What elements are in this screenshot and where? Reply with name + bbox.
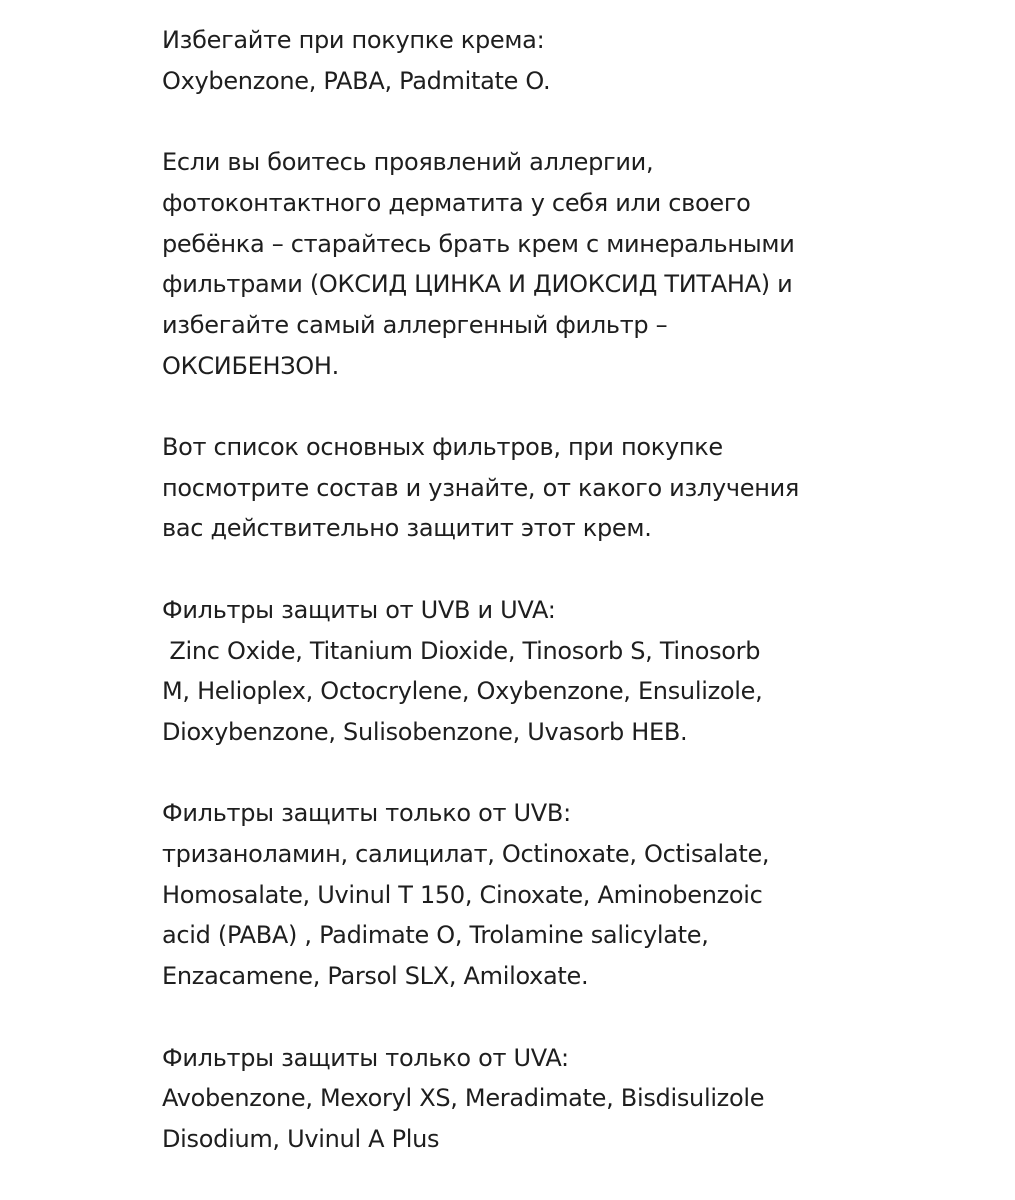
text-line: Избегайте при покупке крема: (162, 26, 545, 54)
text-line: Если вы боитесь проявлений аллергии, (162, 148, 654, 177)
paragraph-avoid (162, 20, 962, 101)
text-line: фильтрами (ОКСИД ЦИНКА И ДИОКСИД ТИТАНА) и (162, 270, 793, 299)
text-line: M, Helioplex, Octocrylene, Oxybenzone, Ensulizole, (162, 677, 763, 706)
text-line: Oxybenzone, PABA, Padmitate O. (162, 66, 551, 95)
text-line: Dioxybenzone, Sulisobenzone, Uvasorb HEB. (162, 717, 688, 746)
text-line: Enzacamene, Parsol SLX, Amiloxate. (162, 962, 589, 991)
text-line: ОКСИБЕНЗОН. (162, 351, 339, 380)
paragraph-allergy (162, 142, 962, 386)
text-line: ребёнка – старайтесь брать крем с минеральными (162, 229, 795, 258)
paragraph-uvb-uva-filters (162, 590, 962, 753)
text-line: Фильтры защиты только от UVB: (162, 799, 571, 828)
text-line: Homosalate, Uvinul T 150, Cinoxate, Aminobenzoic (162, 880, 763, 909)
paragraph-uva-only-filters (162, 1038, 962, 1160)
text-line: тризаноламин, салицилат, Octinoxate, Octisalate, (162, 840, 770, 868)
text-line: фотоконтактного дерматита у себя или своего (162, 188, 751, 217)
text-line: вас действительно защитит этот крем. (162, 514, 652, 543)
text-line: Фильтры защиты от UVB и UVA: (162, 595, 556, 624)
paragraph-uvb-only-filters (162, 793, 962, 997)
text-line: избегайте самый аллергенный фильтр – (162, 310, 668, 339)
text-line: Avobenzone, Mexoryl XS, Meradimate, Bisdisulizole (162, 1084, 765, 1113)
text-line: Disodium, Uvinul A Plus (162, 1124, 440, 1153)
text-line: посмотрите состав и узнайте, от какого излучения (162, 473, 800, 502)
text-line: Zinc Oxide, Titanium Dioxide, Tinosorb S, Tinosorb (162, 636, 761, 665)
document-text (162, 20, 962, 1160)
text-line: Вот список основных фильтров, при покупке (162, 433, 723, 461)
text-line: acid (PABA) , Padimate O, Trolamine salicylate, (162, 921, 709, 950)
text-line: Фильтры защиты только от UVA: (162, 1043, 569, 1072)
paragraph-filter-list-intro (162, 427, 962, 549)
